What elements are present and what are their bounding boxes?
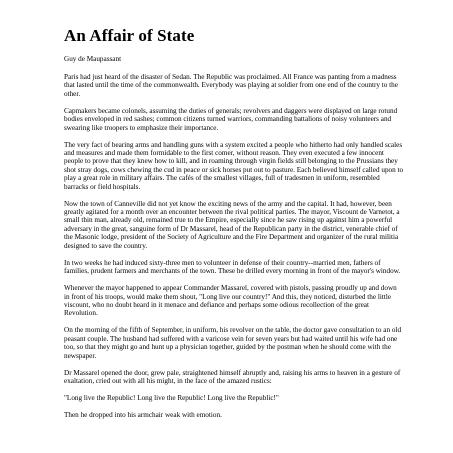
paragraph: Then he dropped into his armchair weak with emotion.	[64, 410, 222, 419]
document-body	[64, 73, 404, 419]
paragraph: The very fact of bearing arms and handling guns with a system excited a people who hitherto had only handled scales and measures and made them formidable to the first comer, without reason. They even executed a few innocent people to prove that they knew how to kill, and in roaming through virgin fields still belonging to the Prussians they shot stray dogs, cows chewing the cud in peace or sick horses put out to pasture. Each believed himself called upon to play a great role in military affairs. The cafés of the smallest villages, full of tradesmen in uniform, resembled barracks or field hospitals.	[64, 140, 404, 191]
document-title: An Affair of State	[64, 26, 195, 45]
document-page	[64, 26, 404, 428]
paragraph: Dr Massarel opened the door, grew pale, straightened himself abruptly and, raising his arms to heaven in a gesture of exaltation, cried out with all his might, in the face of the amazed rustics:	[64, 368, 401, 385]
paragraph: Capmakers became colonels, assuming the duties of generals; revolvers and daggers were displayed on large rotund bodies enveloped in red sashes; common citizens turned warriors, commanding battalions of noisy volunteers and swearing like troopers to emphasize their importance.	[64, 106, 398, 132]
paragraph: "Long live the Republic! Long live the Republic! Long live the Republic!"	[64, 393, 279, 402]
paragraph: Whenever the mayor happened to appear Commander Massarel, covered with pistols, passing proudly up and down in front of his troops, would make them shout, "Long live our country!" And this, they noticed, disturbed the little viscount, who no doubt heard in it menace and defiance and perhaps some odious recollection of the great Revolution.	[64, 284, 397, 318]
paragraph: Paris had just heard of the disaster of Sedan. The Republic was proclaimed. All France was panting from a madness that lasted until the time of the commonwealth. Everybody was playing at soldier from one end of the country to the other.	[64, 73, 398, 98]
document-author: Guy de Maupassant	[64, 55, 122, 63]
paragraph: On the morning of the fifth of September, in uniform, his revolver on the table, the doctor gave consultation to an old peasant couple. The husband had suffered with a varicose vein for seven years but had waited until his wife had one too, so that they might go and hunt up a physician together, guided by the postman when he should come with the newspaper.	[64, 326, 402, 360]
paragraph: Now the town of Canneville did not yet know the exciting news of the army and the capital. It had, however, been greatly agitated for a month over an encounter between the rival political parties. The mayor, Viscount de Varnetot, a small thin man, already old, remained true to the Empire, especially since he saw rising up against him a powerful adversary in the great, sanguine form of Dr Massarel, head of the Republican party in the district, venerable chief of the Masonic lodge, president of the Society of Agriculture and the Fire Department and organizer of the rural militia designed to save the country.	[64, 199, 400, 250]
paragraph: In two weeks he had induced sixty-three men to volunteer in defense of their country--married men, fathers of families, prudent farmers and merchants of the town. These he drilled every morning in front of the mayor's window.	[64, 258, 401, 276]
